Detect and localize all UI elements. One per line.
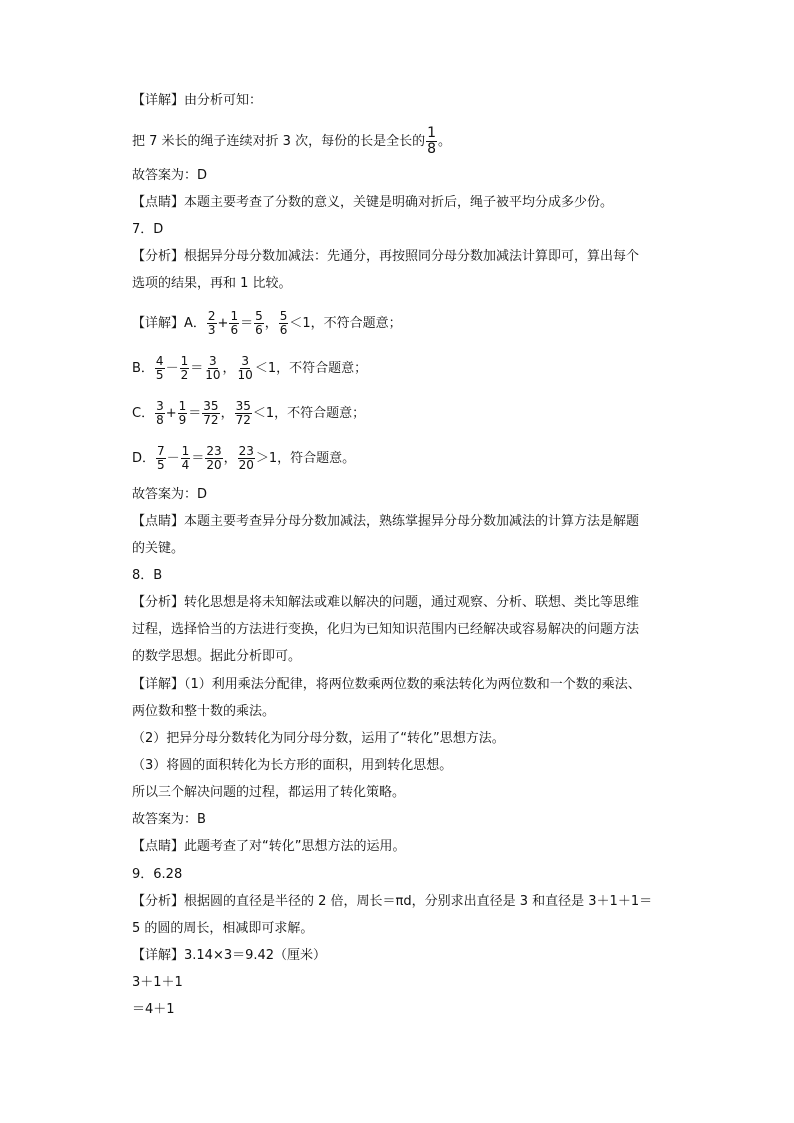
denominator: 10 (237, 368, 253, 382)
text-segment: 把 7 米长的绳子连续对折 3 次，每份的长是全长的 (132, 134, 426, 149)
fraction (205, 445, 222, 472)
question-number: 9．6.28 (132, 867, 183, 882)
fraction (235, 400, 252, 427)
denominator: 72 (203, 413, 219, 427)
text-line: 【详解】3.14×3＝9.42（厘米） (132, 948, 327, 963)
denominator: 4 (181, 458, 190, 472)
text-segment: ＜1，不符合题意； (289, 316, 402, 331)
denominator: 8 (156, 413, 164, 427)
denominator: 2 (180, 368, 189, 382)
fraction (204, 355, 221, 382)
text-line: 【分析】根据异分母分数加减法：先通分，再按照同分母分数加减法计算即可，算出每个 (132, 249, 640, 264)
numerator: 23 (238, 444, 254, 458)
fraction (279, 310, 289, 337)
text-segment: 【详解】A． (132, 316, 206, 331)
text-line: ＝4＋1 (132, 1002, 175, 1017)
operator: ＝ (191, 451, 205, 466)
operator: ， (220, 406, 234, 421)
denominator: 8 (427, 141, 436, 157)
denominator: 9 (178, 413, 187, 427)
denominator: 5 (157, 458, 165, 472)
text-line (132, 126, 451, 157)
fraction (426, 126, 437, 157)
equation-line (132, 310, 402, 337)
equation-line (132, 400, 365, 427)
text-line: 【点睛】本题主要考查了分数的意义，关键是明确对折后，绳子被平均分成多少份。 (132, 195, 614, 210)
denominator: 10 (205, 368, 221, 382)
numerator: 1 (181, 444, 190, 458)
operator: ＝ (240, 316, 254, 331)
text-segment: C． (132, 406, 155, 421)
numerator: 3 (241, 354, 249, 368)
operator: + (165, 406, 177, 421)
text-line: 【详解】由分析可知： (132, 93, 263, 108)
question-number: 8．B (132, 568, 163, 583)
text-line: 3＋1＋1 (132, 975, 183, 990)
operator: － (165, 361, 179, 376)
fraction (178, 400, 188, 427)
fraction (229, 310, 239, 337)
operator: + (217, 316, 229, 331)
fraction (155, 355, 165, 382)
text-line: 的数学思想。据此分析即可。 (132, 649, 302, 664)
numerator: 1 (230, 309, 239, 323)
denominator: 20 (206, 458, 222, 472)
fraction (207, 310, 217, 337)
denominator: 20 (238, 458, 254, 472)
fraction (155, 400, 165, 427)
operator: ， (223, 451, 237, 466)
denominator: 72 (235, 413, 251, 427)
text-line: （3）将圆的面积转化为长方形的面积，用到转化思想。 (132, 758, 453, 773)
operator: ， (222, 361, 236, 376)
numerator: 35 (235, 399, 251, 413)
denominator: 5 (155, 368, 164, 382)
fraction (181, 445, 191, 472)
numerator: 3 (209, 354, 217, 368)
question-number: 7．D (132, 222, 164, 237)
fraction (180, 355, 190, 382)
fraction (237, 355, 254, 382)
text-segment: B． (132, 361, 154, 376)
text-segment: D． (132, 451, 156, 466)
numerator: 1 (427, 125, 436, 141)
text-segment: ＜1，不符合题意； (252, 406, 366, 421)
numerator: 35 (203, 399, 219, 413)
numerator: 3 (156, 399, 164, 413)
text-line: 5 的圆的周长，相减即可求解。 (132, 921, 314, 936)
numerator: 1 (178, 399, 187, 413)
fraction (156, 445, 166, 472)
text-line: 【分析】根据圆的直径是半径的 2 倍，周长＝πd，分别求出直径是 3 和直径是 3＋1＋1＝ (132, 894, 653, 909)
denominator: 6 (279, 323, 288, 337)
operator: － (166, 451, 180, 466)
fraction (202, 400, 219, 427)
denominator: 6 (255, 323, 263, 337)
equation-line (132, 355, 367, 382)
numerator: 7 (157, 444, 165, 458)
operator: ， (264, 316, 278, 331)
text-line: 两位数和整十数的乘法。 (132, 704, 276, 719)
text-line: 故答案为：D (132, 168, 208, 183)
text-segment: ＞1，符合题意。 (255, 451, 356, 466)
fraction (254, 310, 264, 337)
text-line: 【分析】转化思想是将未知解法或难以解决的问题，通过观察、分析、联想、类比等思维 (132, 595, 640, 610)
text-line: 【详解】（1）利用乘法分配律，将两位数乘两位数的乘法转化为两位数和一个数的乘法、 (132, 677, 641, 692)
text-line: 所以三个解决问题的过程，都运用了转化策略。 (132, 785, 406, 800)
text-line: （2）把异分母分数转化为同分母分数，运用了“转化”思想方法。 (132, 731, 505, 746)
fraction (238, 445, 255, 472)
text-segment: ＜1，不符合题意； (254, 361, 368, 376)
text-line: 的关键。 (132, 541, 185, 556)
numerator: 1 (180, 354, 189, 368)
denominator: 3 (207, 323, 216, 337)
text-line: 【点睛】本题主要考查异分母分数加减法，熟练掌握异分母分数加减法的计算方法是解题 (132, 514, 640, 529)
equation-line (132, 445, 355, 472)
text-line: 选项的结果，再和 1 比较。 (132, 276, 292, 291)
text-line: 过程，选择恰当的方法进行变换，化归为已知知识范围内已经解决或容易解决的问题方法 (132, 622, 640, 637)
numerator: 23 (206, 444, 222, 458)
operator: ＝ (190, 361, 204, 376)
numerator: 5 (255, 309, 263, 323)
numerator: 4 (155, 354, 164, 368)
denominator: 6 (230, 323, 239, 337)
text-segment: 。 (438, 134, 452, 149)
operator: ＝ (188, 406, 202, 421)
numerator: 2 (207, 309, 216, 323)
text-line: 故答案为：B (132, 812, 206, 827)
numerator: 5 (279, 309, 288, 323)
text-line: 【点睛】此题考查了对“转化”思想方法的运用。 (132, 839, 406, 854)
text-line: 故答案为：D (132, 487, 208, 502)
